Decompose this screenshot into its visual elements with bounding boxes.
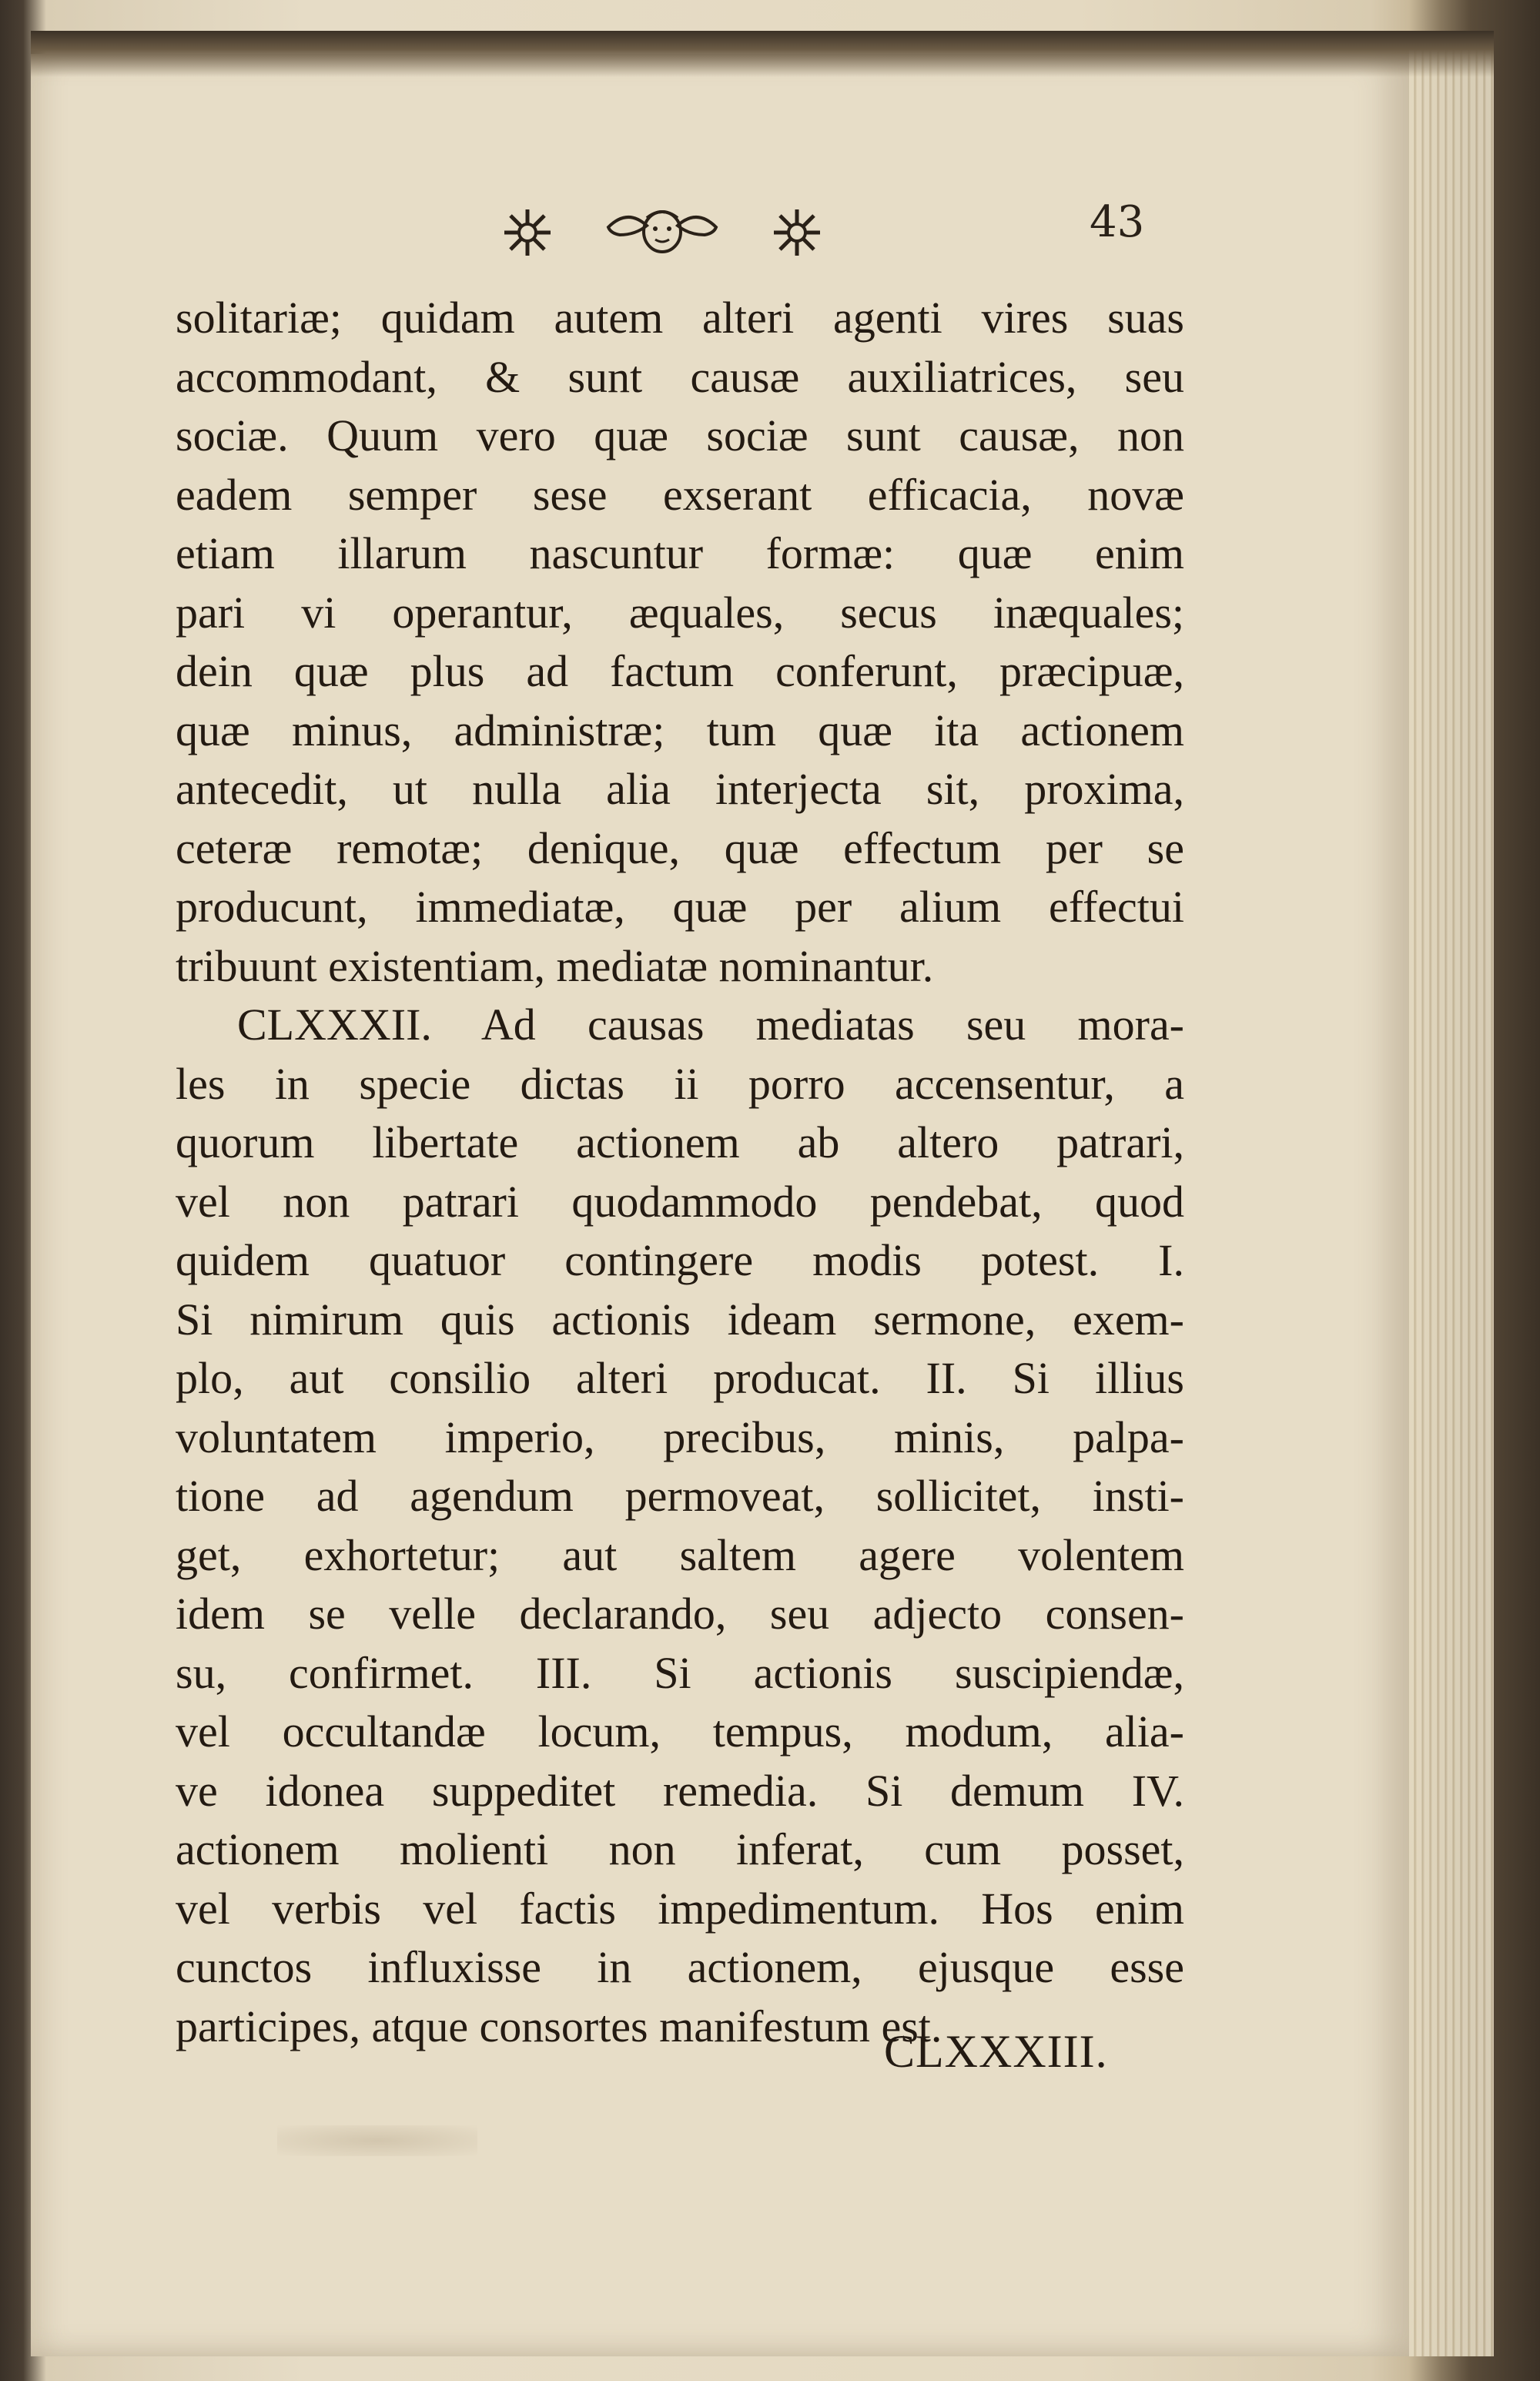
text-line: vel verbis vel factis impedimentum. Hos enim (176, 1883, 1184, 1934)
text-line: antecedit, ut nulla alia interjecta sit, proxima, (176, 764, 1184, 814)
text-line: les in specie dictas ii porro accensentur, a (176, 1058, 1184, 1109)
text-line: quæ minus, administræ; tum quæ ita actionem (176, 705, 1184, 755)
page-edges (1409, 46, 1494, 2356)
page-number: 43 (1090, 197, 1145, 247)
text-line: ceteræ remotæ; denique, quæ effectum per se (176, 822, 1184, 873)
text-line: get, exhortetur; aut saltem agere volentem (176, 1529, 1184, 1580)
section-heading-line: CLXXXII. Ad causas mediatas seu mora- (237, 1000, 1184, 1050)
text-line: etiam illarum nascuntur formæ: quæ enim (176, 528, 1184, 578)
text-line: producunt, immediatæ, quæ per alium effectui (176, 882, 1184, 932)
text-line: actionem molienti non inferat, cum posset, (176, 1824, 1184, 1874)
text-line: tione ad agendum permoveat, sollicitet, insti- (176, 1471, 1184, 1521)
binding-shadow (31, 31, 1494, 77)
asterisk-flower-icon (770, 206, 824, 260)
text-line: participes, atque consortes manifestum est. (176, 2001, 942, 2051)
body-text (176, 289, 1184, 2056)
text-line: vel non patrari quodammodo pendebat, quod (176, 1176, 1184, 1227)
text-line: dein quæ plus ad factum conferunt, præcipuæ, (176, 646, 1184, 696)
bleed-through-smudge (277, 2125, 477, 2156)
text-line: sociæ. Quum vero quæ sociæ sunt causæ, non (176, 410, 1184, 460)
text-line: quorum libertate actionem ab altero patrari, (176, 1117, 1184, 1167)
text-line: pari vi operantur, æquales, secus inæquales; (176, 587, 1184, 638)
text-line: su, confirmet. III. Si actionis suscipiendæ, (176, 1647, 1184, 1698)
cherub-head-icon (604, 204, 720, 261)
text-line: cunctos influxisse in actionem, ejusque esse (176, 1942, 1184, 1992)
text-line: eadem semper sese exserant efficacia, novæ (176, 469, 1184, 520)
text-line: idem se velle declarando, seu adjecto consen- (176, 1589, 1184, 1639)
text-line: plo, aut consilio alteri producat. II. Si illius (176, 1353, 1184, 1403)
text-line: Si nimirum quis actionis ideam sermone, exem- (176, 1294, 1184, 1345)
text-line: tribuunt existentiam, mediatæ nominantur. (176, 940, 934, 991)
catchword: CLXXXIII. (884, 2026, 1108, 2077)
text-line: accommodant, & sunt causæ auxiliatrices, seu (176, 351, 1184, 402)
asterisk-flower-icon (500, 206, 554, 260)
text-line: quidem quatuor contingere modis potest. I. (176, 1235, 1184, 1285)
text-line: voluntatem imperio, precibus, minis, palpa- (176, 1412, 1184, 1462)
head-ornament (500, 202, 824, 263)
text-line: vel occultandæ locum, tempus, modum, alia- (176, 1706, 1184, 1756)
text-line: solitariæ; quidam autem alteri agenti vires suas (176, 293, 1184, 343)
text-line: ve idonea suppeditet remedia. Si demum IV. (176, 1765, 1184, 1816)
